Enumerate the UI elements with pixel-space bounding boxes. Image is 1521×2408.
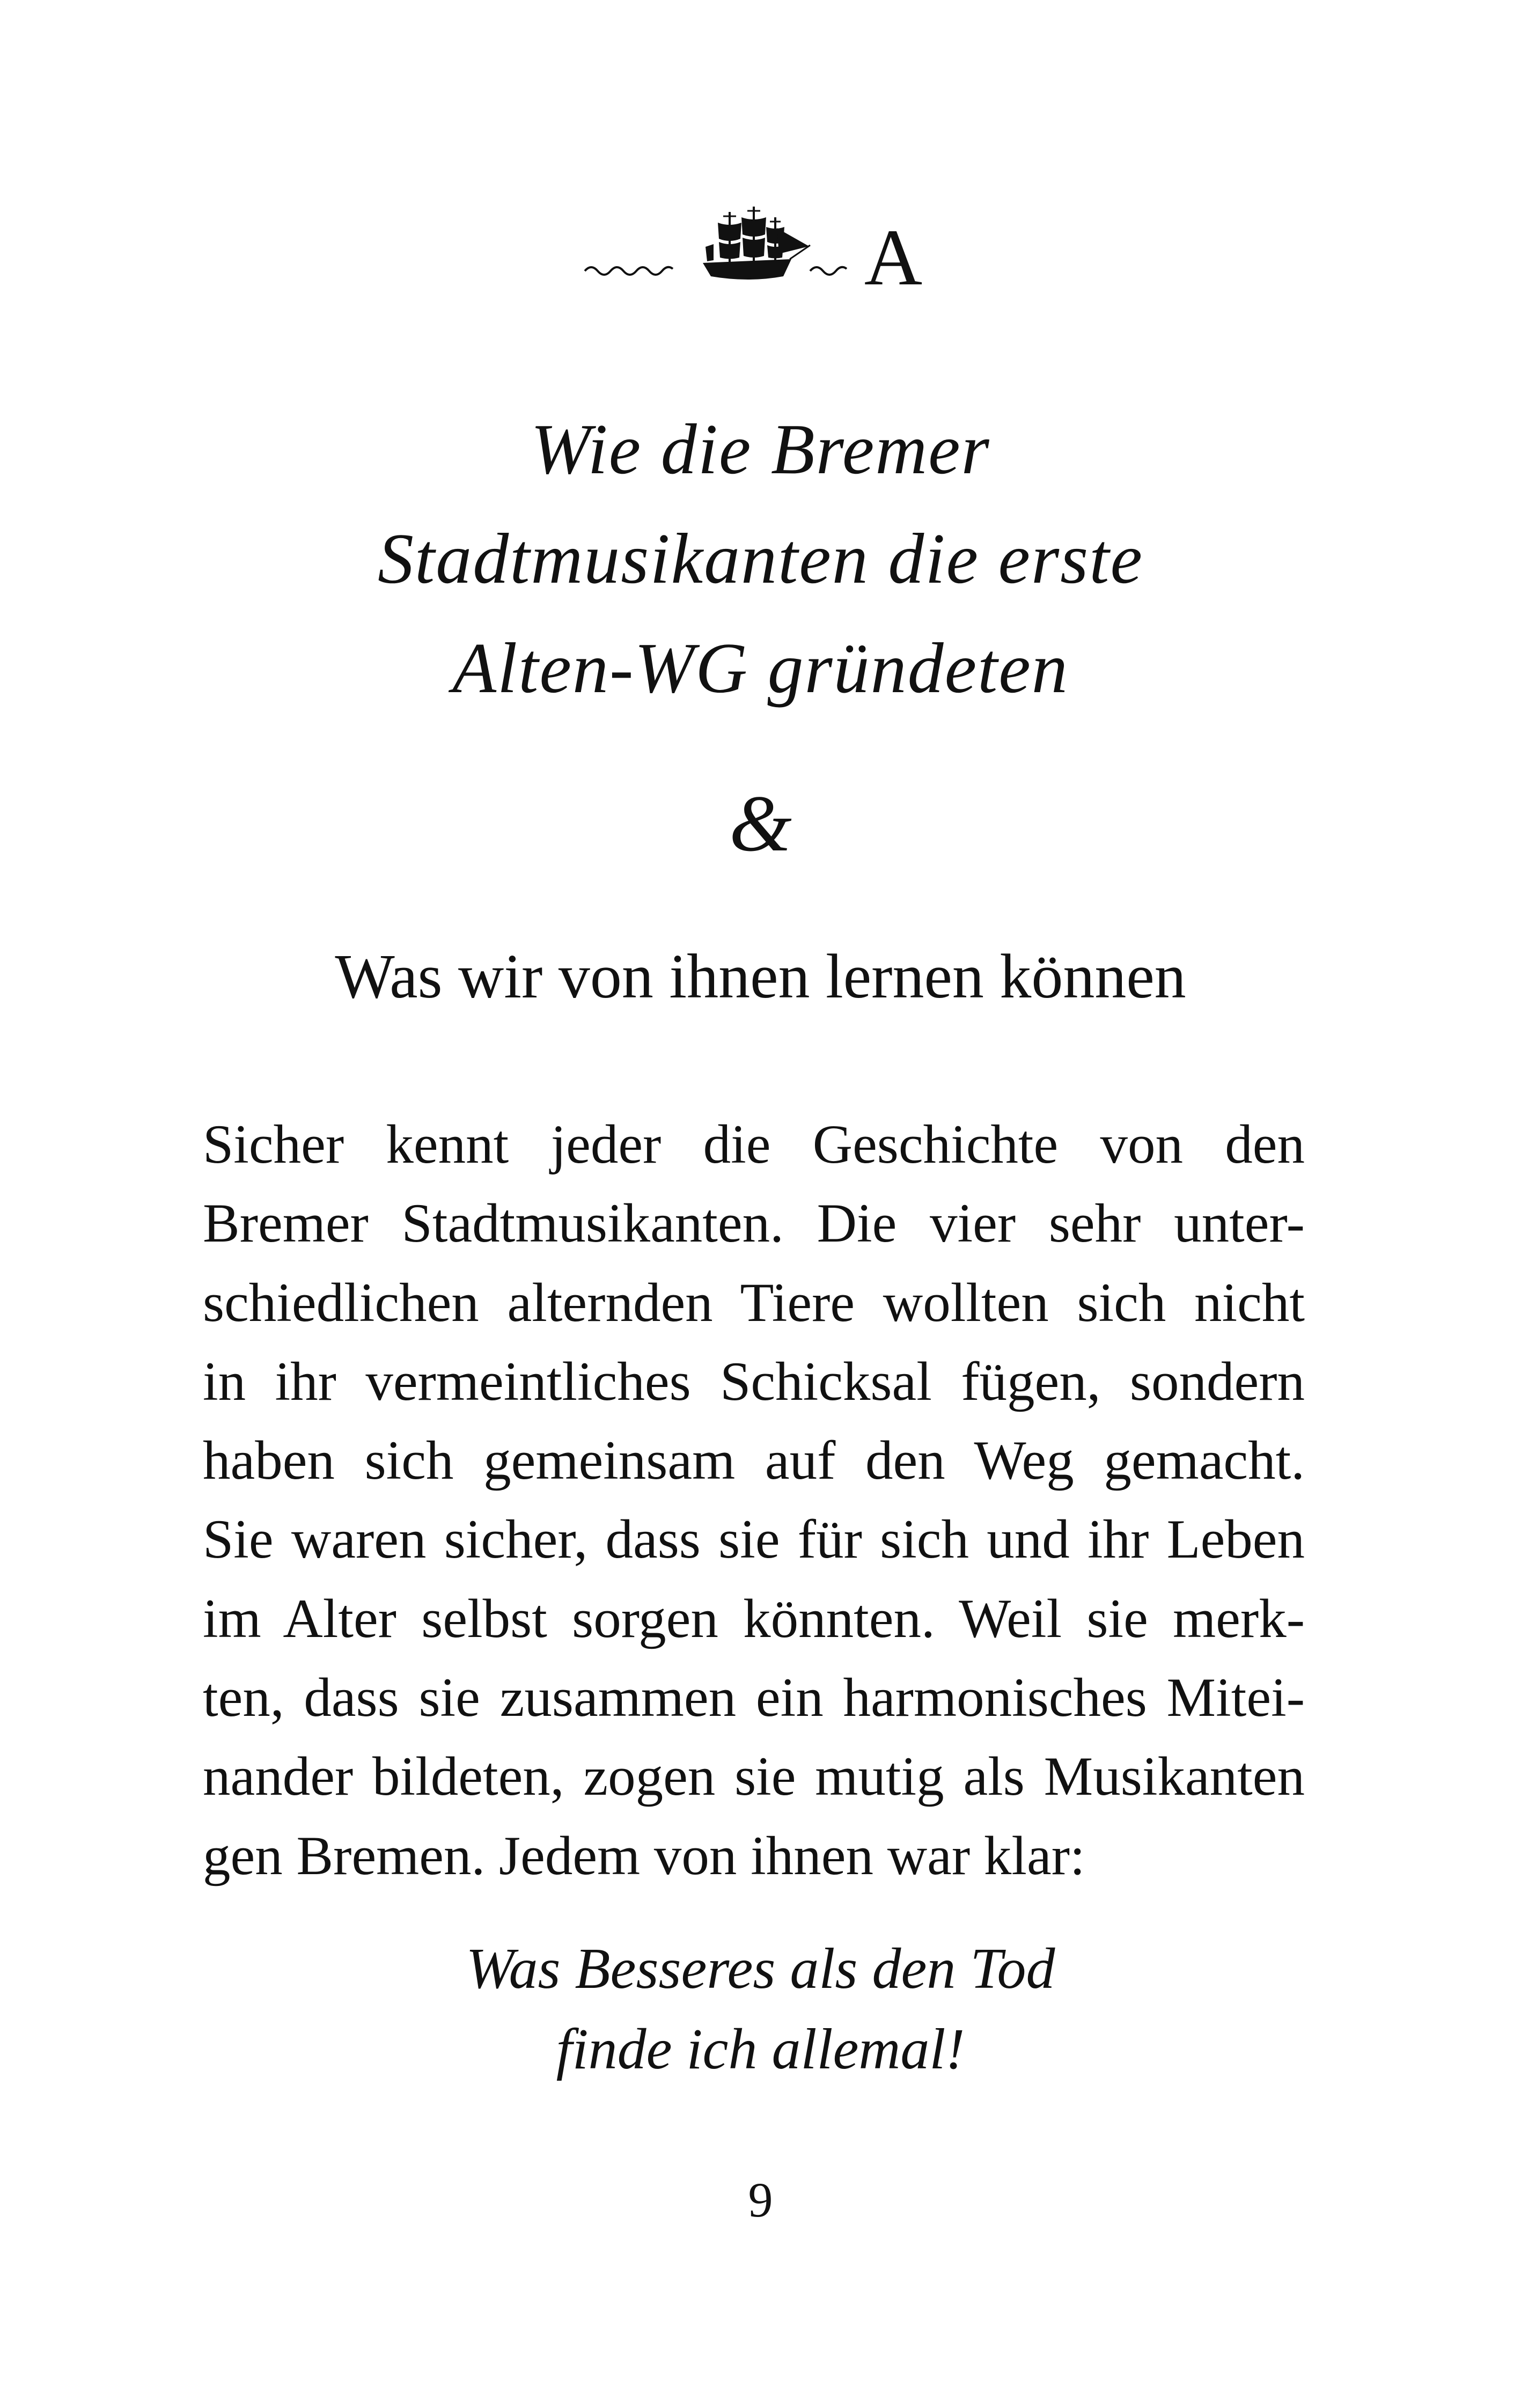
body-line: Bremer Stadtmusikanten. Die vier sehr unter- bbox=[203, 1193, 1305, 1254]
chapter-title-line: Wie die Bremer bbox=[531, 409, 990, 489]
ampersand-separator: & bbox=[729, 779, 792, 868]
chapter-title-line: Stadtmusikanten die erste bbox=[378, 519, 1143, 598]
quote-line: Was Besseres als den Tod bbox=[466, 1937, 1055, 2001]
chapter-title bbox=[161, 394, 1360, 723]
body-line: haben sich gemeinsam auf den Weg gemacht. bbox=[203, 1430, 1305, 1492]
body-line: schiedlichen alternden Tiere wollten sich nicht bbox=[203, 1272, 1305, 1333]
body-line: gen Bremen. Jedem von ihnen war klar: bbox=[203, 1825, 1085, 1886]
quote-line: finde ich allemal! bbox=[556, 2017, 965, 2081]
chapter-title-line: Alten-WG gründeten bbox=[452, 628, 1069, 708]
body-line: Sie waren sicher, dass sie für sich und ihr Leben bbox=[203, 1509, 1305, 1570]
body-line: Sicher kennt jeder die Geschichte von den bbox=[203, 1114, 1305, 1175]
body-line: in ihr vermeintliches Schicksal fügen, sondern bbox=[203, 1350, 1305, 1412]
ship-on-waves-icon bbox=[579, 196, 955, 292]
chapter-subtitle: Was wir von ihnen lernen können bbox=[335, 941, 1186, 1011]
body-line: ten, dass sie zusammen ein harmonisches Mitei- bbox=[203, 1667, 1305, 1729]
page-number: 9 bbox=[748, 2172, 773, 2227]
body-paragraph bbox=[203, 1105, 1305, 1896]
body-line: nander bildeten, zogen sie mutig als Musikanten bbox=[203, 1746, 1305, 1808]
ornament-letter: A bbox=[864, 213, 923, 292]
quote bbox=[161, 1929, 1360, 2090]
chapter-ornament bbox=[579, 196, 955, 292]
body-line: im Alter selbst sorgen könnten. Weil sie merk- bbox=[203, 1588, 1305, 1649]
